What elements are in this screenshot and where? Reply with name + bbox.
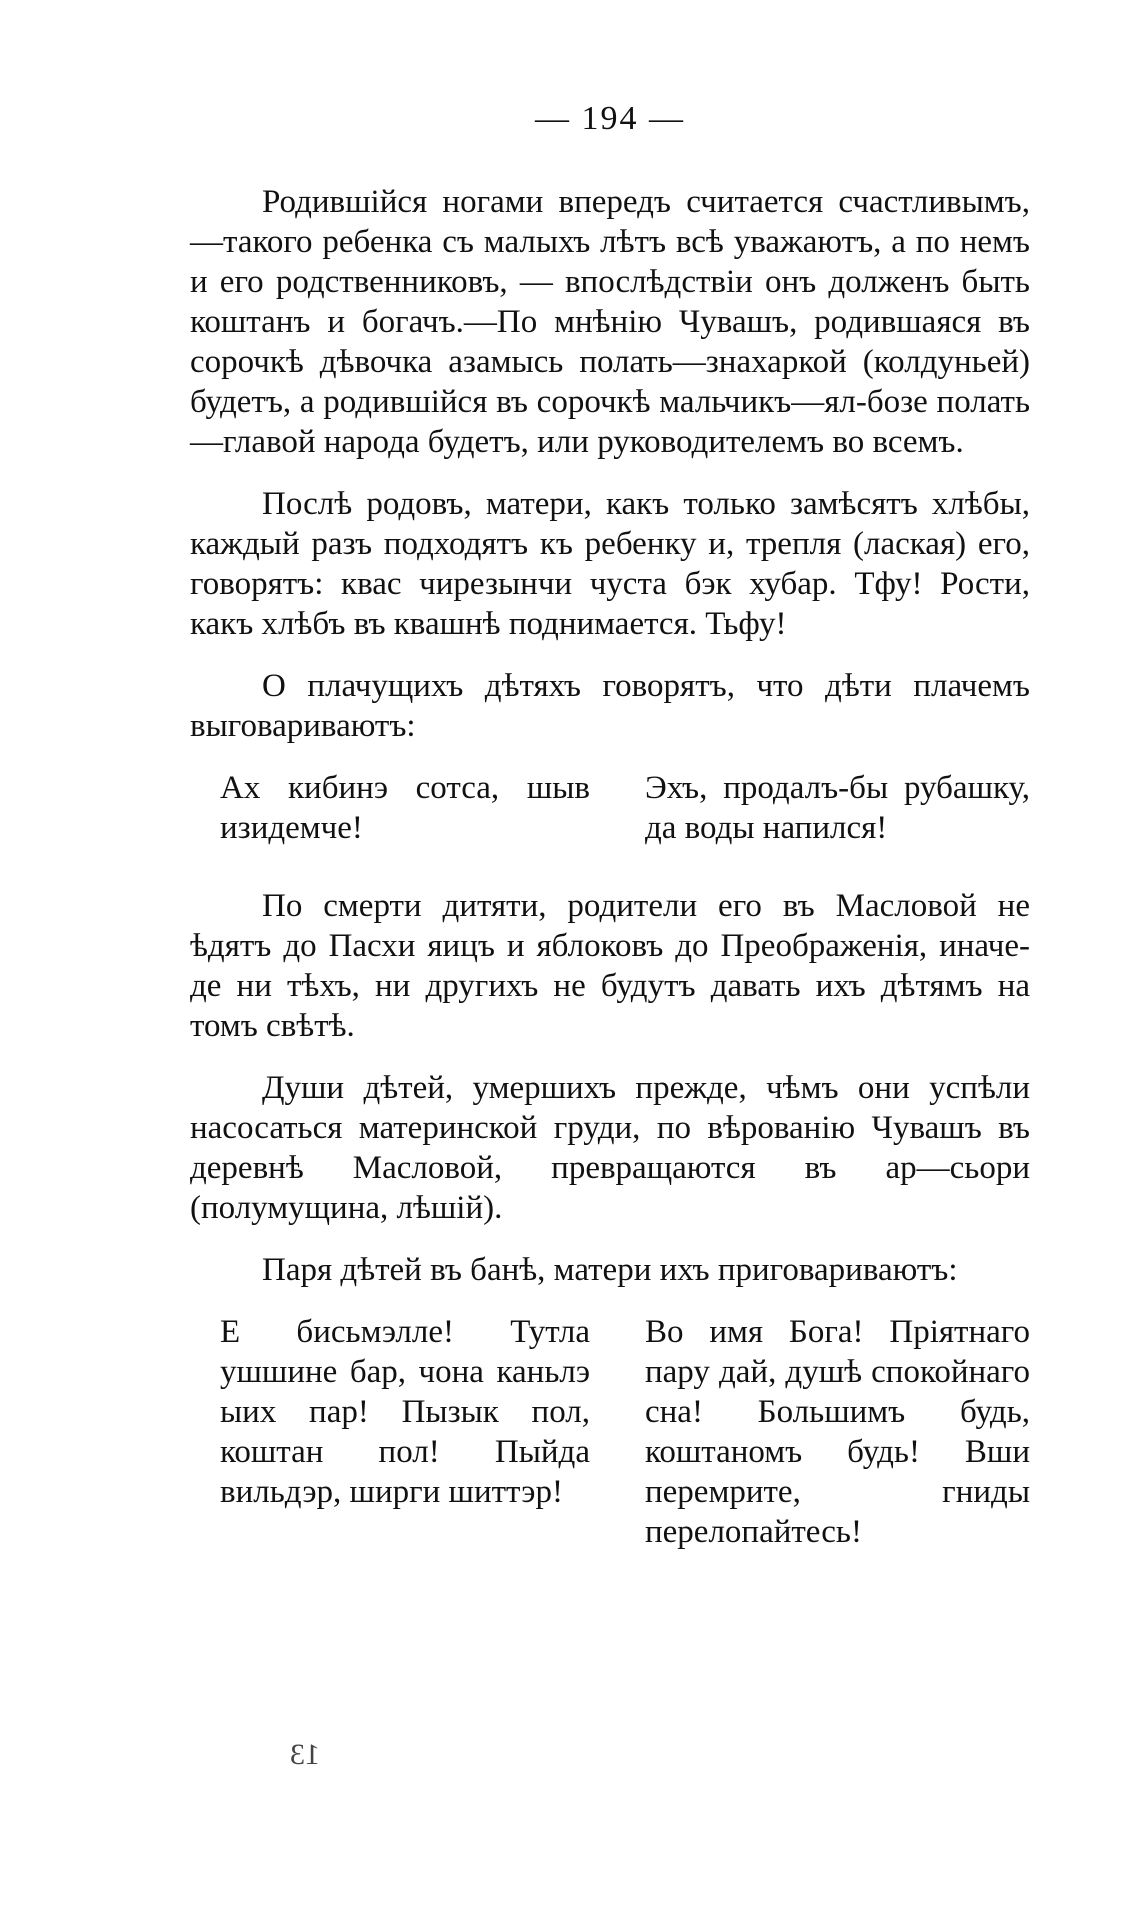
verse-crying-russian: Эхъ, продалъ-бы рубашку, да воды напился!	[645, 770, 1030, 846]
paragraph-bathhouse: Паря дѣтей въ банѣ, матери ихъ приговариваютъ:	[262, 1252, 958, 1288]
paragraph-child-death: По смерти дитяти, родители его въ Масловой не ѣдятъ до Пасхи яицъ и яблоковъ до Преображенія, иначе-де ни тѣхъ, ни другихъ не будутъ давать ихъ дѣтямъ на томъ свѣтѣ.	[190, 888, 1030, 1044]
paragraph-birth-feet-first: Родившійся ногами впередъ считается счастливымъ,—такого ребенка съ малыхъ лѣтъ всѣ уважаютъ, а по немъ и его родственниковъ, — впослѣдствіи онъ долженъ быть коштанъ и богачъ.—По мнѣнію Чувашъ, родившаяся въ сорочкѣ дѣвочка азамысь полать—знахаркой (колдуньей) будетъ, а родившійся въ сорочкѣ мальчикъ—ял-бозе полать—главой народа будетъ, или руководителемъ во всемъ.	[190, 184, 1030, 460]
paragraph-after-birth: Послѣ родовъ, матери, какъ только замѣсятъ хлѣбы, каждый разъ подходятъ къ ребенку и, трепля (лаская) его, говорятъ: квас чирезынчи чуста бэк хубар. Тфу! Рости, какъ хлѣбъ въ квашнѣ поднимается. Тьфу!	[190, 486, 1030, 642]
verse-bathhouse-chuvash: Е бисьмэлле! Тутла ушшине бар, чона каньлэ ыих пар! Пызык пол, коштан пол! Пыйда вильдэр, ширги шиттэр!	[220, 1314, 590, 1510]
paragraph-crying-children: О плачущихъ дѣтяхъ говорятъ, что дѣти плачемъ выговариваютъ:	[190, 668, 1030, 744]
page	[190, 100, 1030, 1590]
paragraph-children-souls: Души дѣтей, умершихъ прежде, чѣмъ они успѣли насосаться материнской груди, по вѣрованію Чувашъ въ деревнѣ Масловой, превращаются въ ар—сьори (полумущина, лѣшій).	[190, 1070, 1030, 1226]
verse-crying-chuvash: Ах кибинэ сотса, шыв изидемче!	[220, 770, 590, 846]
verse-bathhouse	[190, 1312, 1030, 1552]
signature-mark: 13	[290, 1738, 320, 1771]
verse-crying	[190, 768, 1030, 848]
verse-bathhouse-russian: Во имя Бога! Пріятнаго пару дай, душѣ спокойнаго сна! Большимъ будь, коштаномъ будь! Вши перемрите, гниды перелопайтесь!	[645, 1314, 1030, 1550]
page-number: — 194 —	[535, 100, 685, 137]
